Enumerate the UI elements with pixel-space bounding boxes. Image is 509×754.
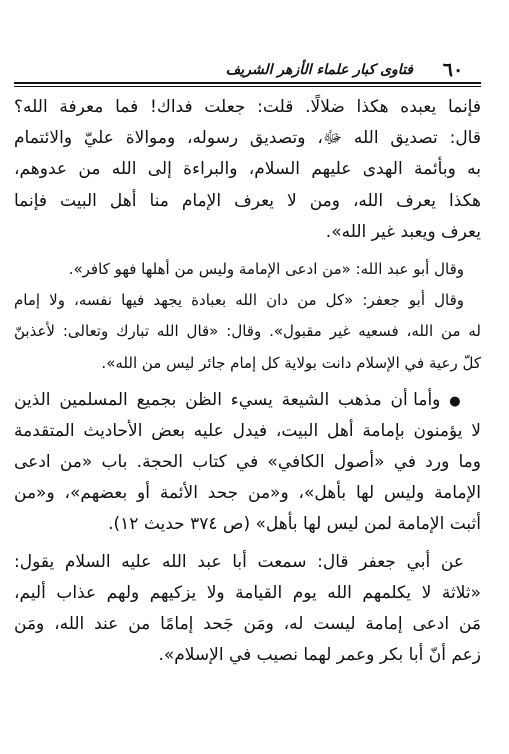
text-line: زعم أنّ أبا بكر وعمر لهما نصيب في الإسلام». [158,645,481,666]
text-line: أثبت الإمامة لمن ليس لها بأهل» (ص ٣٧٤ حديث ١٢). [108,514,481,535]
text-line: الإمامة وليس لها بأهل»، و«من جحد الأئمة أو بعضهم»، و«من [14,483,481,504]
text-span: وأما أن مذهب الشيعة يسيء الظن بجميع المسلمين الذين [14,389,441,410]
text-line: وقال أبو جعفر: «كل من دان الله بعبادة يجهد فيها نفسه، ولا إمام [14,291,464,310]
text-line: وقال أبو عبد الله: «من ادعى الإمامة وليس من أهلها فهو كافر». [68,259,464,278]
header-rule-thin [14,86,481,87]
text-line: عن أبي جعفر قال: سمعت أبا عبد الله عليه السلام يقول: [14,551,464,572]
page-number: ٦٠ [442,59,464,81]
body-text [14,92,481,671]
text-line: هكذا يعرف الله، ومن لا يعرف الإمام منا أهل البيت فإنما [14,190,481,211]
running-title: فتاوى كبار علماء الأزهر الشريف [225,62,413,78]
text-line: يعرف ويعبد غير الله». [325,221,481,242]
text-line: مَن ادعى إمامة ليست له، ومَن جَحد إمامًا من عند الله، ومَن [14,614,481,634]
text-line: «ثلاثة لا يكلمهم الله يوم القيامة ولا يزكيهم ولهم عذاب أليم، [14,582,481,603]
text-line: وما ورد في «أصول الكافي» في كتاب الحجة. باب «من ادعى [14,452,481,473]
bullet-icon: ● [449,393,465,409]
text-line: له من الله، فسعيه غير مقبول». وقال: «قال الله تبارك وتعالى: لأعذبنّ [14,322,481,341]
text-line: قال: تصديق الله ﷻ، وتصديق رسوله، وموالاة عليّ والائتمام [14,128,481,149]
header-rule [14,82,481,84]
text-line: لا يؤمنون بإمامة أهل البيت، فيدل عليه بعض الأحاديث المتقدمة [14,420,481,441]
text-line-bullet [14,385,481,416]
text-line: فإنما يعبده هكذا ضلالًا. قلت: جعلت فداك! فما معرفة الله؟ [14,97,481,117]
text-line: به وبأئمة الهدى عليهم السلام، والبراءة إلى الله من عدوهم، [14,159,481,180]
text-line: كلّ رعية في الإسلام دانت بولاية كل إمام جائر ليس من الله». [101,353,481,372]
